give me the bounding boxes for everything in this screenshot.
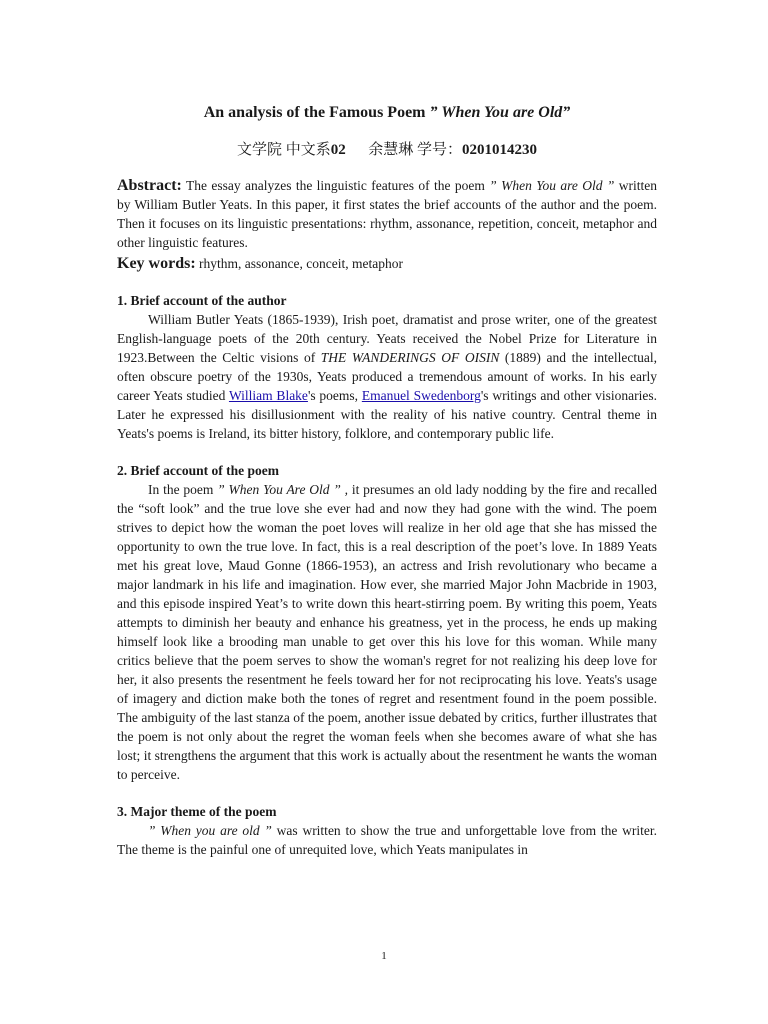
keywords-text: rhythm, assonance, conceit, metaphor <box>195 256 403 271</box>
keywords-paragraph <box>117 254 657 273</box>
abstract-quote-close: ” <box>602 178 615 193</box>
title-close-quote: ” <box>562 104 571 121</box>
link-emanuel-swedenborg[interactable]: Emanuel Swedenborg <box>361 388 481 403</box>
section-theme <box>117 802 657 859</box>
section-author-text-2: (1889) and the intellectual, often obscure poetry of the 1930s, Yeats produced a tremendous amount of works. In his early career Yeats studied <box>117 350 657 403</box>
section-author-text-4: 's writings and other visionaries. Later he expressed his disillusionment with the reality of his native country. Central theme in Yeats's poems is Ireland, its bitter history, folklore, and contemporary public life. <box>117 388 658 441</box>
section-author-paragraph <box>117 310 657 443</box>
section-theme-poem-name: ” When you are old ” <box>148 823 272 838</box>
section-poem-text-2: it presumes an old lady nodding by the fire and recalled the “soft look” and the true love she ever had and now they had gone with the wind. The poem strives to depict how the woman the poet loves will realize in her old age that she has missed the opportunity to own the true love. In fact, this is a real description of the poet’s love. In 1889 Yeats met his great love, Maud Gonne (1866-1953), an actress and Irish revolutionary who became a major landmark in his life and imagination. How ever, she married Major John Macbride in 1903, and this episode inspired Yeat’s to write down this heart-stirring poem. By writing this poem, Yeats attempts to diminish her beauty and enhance his greatness, yet in the process, he ends up making himself look like a brooding man unable to get over this his love for this woman. While many critics believe that the poem serves to show the woman's regret for not realizing his deep love for her, it also presents the resentment he feels toward her for not reciprocating his love. Yeats's usage of imagery and diction make both the tones of regret and resentment found in the poem possible. The ambiguity of the last stanza of the poem, another issue debated by critics, further illustrates that the poem is not only about the regret the woman feels when she becomes aware of what she has lost; it strengthens the argument that this work is actually about the resentment he wants the woman to perceive. <box>117 482 657 782</box>
section-heading-poem: 2. Brief account of the poem <box>117 463 279 478</box>
abstract-text-continued: written by William Butler Yeats. In this paper, it first states the brief accounts of the author and the poem. Then it focuses on its linguistic presentations: rhythm, assonance, repetition, conceit, metaphor and other linguistic features. <box>117 178 657 250</box>
page-number: 1 <box>381 950 387 962</box>
title-poem-name: When You are Old <box>441 104 563 121</box>
section-author-text: William Butler Yeats (1865-1939), Irish poet, dramatist and prose writer, one of the greatest English-language poets of the 20th century. Yeats received the Nobel Prize for Literature in 1923.Between the Celtic visions of <box>117 312 657 365</box>
section-theme-text: was written to show the true and unforgettable love from the writer. The theme is the painful one of unrequited love, which Yeats manipulates in <box>117 823 657 857</box>
section-poem-text: In the poem <box>148 482 218 497</box>
section-poem-name: ” When You Are Old ” , <box>217 482 349 497</box>
link-william-blake[interactable]: William Blake <box>228 388 308 403</box>
document-title <box>117 100 657 126</box>
abstract-paragraph <box>117 176 657 252</box>
document-body <box>117 100 657 859</box>
section-heading-author: 1. Brief account of the author <box>117 293 287 308</box>
section-poem <box>117 461 657 784</box>
section-author <box>117 291 657 443</box>
author-student-id: 0201014230 <box>462 142 538 158</box>
section-heading-theme: 3. Major theme of the poem <box>117 804 277 819</box>
title-text: An analysis of the Famous Poem <box>203 104 430 121</box>
title-open-quote: ” <box>429 104 442 121</box>
section-author-text-3: 's poems, <box>307 388 362 403</box>
author-class: 02 <box>330 142 346 158</box>
section-poem-paragraph <box>117 480 657 784</box>
abstract-text: The essay analyzes the linguistic features of the poem <box>181 178 490 193</box>
abstract-quote-open: ” <box>489 178 502 193</box>
author-name: 余慧琳 学号： <box>368 142 463 158</box>
work-title-oisin: THE WANDERINGS OF OISIN <box>320 350 500 365</box>
author-dept: 文学院 中文系 <box>236 142 331 158</box>
abstract-poem-name: When You are Old <box>501 178 603 193</box>
author-line <box>117 138 657 162</box>
section-theme-paragraph <box>117 821 657 859</box>
keywords-label: Key words: <box>117 255 196 272</box>
abstract-label: Abstract: <box>117 177 182 194</box>
